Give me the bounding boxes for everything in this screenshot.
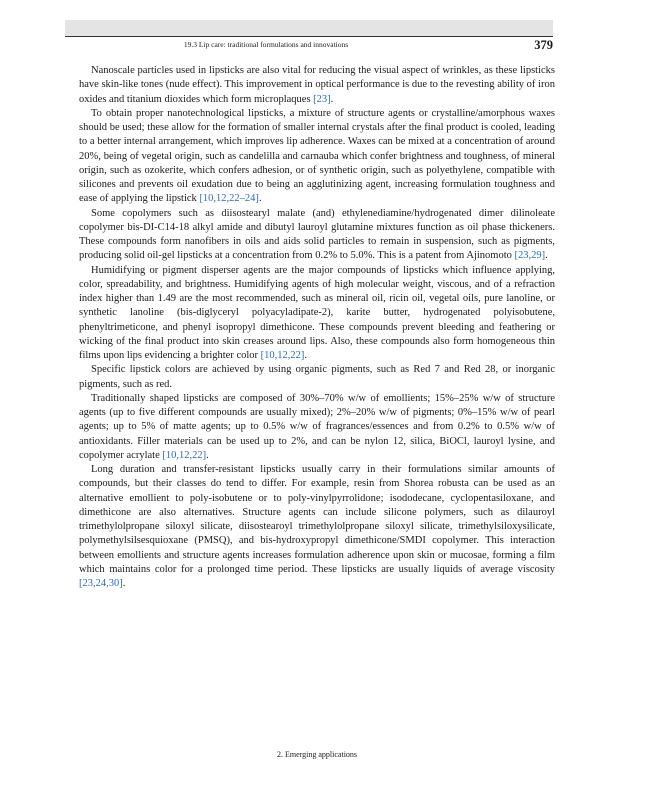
body-text [79,64,555,591]
paragraph-text: Long duration and transfer-resistant lipsticks usually carry in their formulations similar amounts of compounds, but their classes do tend to differ. For example, resin from Shorea robusta can be used as an alternative emollient to poly-isobutene or to poly-vinylpyrrolidone; isododecane, cyclopentasiloxane, and dimethicone are also alternatives. Structure agents can include silicone polymers, such as dilauroyl trimethylolpropane siloxyl silicate, diisostearoyl trimethylolpropane siloxyl silicate, trimethylsiloxysilicate, polymethylsilsesquioxane (PMSQ), and bis-hydroxypropyl dimethicone/SMDI copolymer. This interaction between emollients and structure agents increases formulation adherence upon skin or mucosae, forming a film which maintains color for a prolonged time period. These lipsticks are usually liquids of average viscosity [79,464,555,575]
citation-link[interactable]: [23] [313,93,331,105]
paragraph [79,64,555,107]
paragraph-end: . [122,578,126,589]
footer-section-title: 2. Emerging applications [276,750,358,759]
running-head: 19.3 Lip care: traditional formulations and innovations [183,40,349,49]
paragraph-end: . [545,250,548,262]
paragraph-end: . [304,350,308,361]
paragraph [79,107,555,207]
paragraph-end: . [206,449,209,461]
paragraph-text: Humidifying or pigment disperser agents are the major compounds of lipsticks which influence applying, color, spreadability, and brightness. Humidifying agents of high molecular weight, viscous, and of a refraction index higher than 1.49 are the most recommended, such as mineral oil, ricin oil, vegetal oils, pure lanoline, or synthetic lanoline (bis-diglyceryl polyacyladipate-2), karite butter, hydrogenated polyisobutene, phenyltrimeticone, and phenyl isopropyl dimethicone. These compounds prevent bleeding and feathering or wicking of the final product into skin creases around lips. Also, these compounds also form homogeneous thin films upon lips evidencing a brighter color [79,264,555,361]
header-rule [65,36,553,37]
citation-link[interactable]: [23,29] [514,250,546,262]
paragraph [79,207,555,264]
page-number: 379 [534,38,553,52]
paragraph [79,363,555,392]
paragraph-end: . [258,193,262,205]
citation-link[interactable]: [10,12,22] [162,449,207,461]
citation-link[interactable]: [23,24,30] [79,578,123,589]
header-bar [65,20,553,36]
paragraph [79,463,555,591]
paragraph-text: Nanoscale particles used in lipsticks are also vital for reducing the visual aspect of wrinkles, as these lipsticks have skin-like tones (nude effect). This improvement in optical performance is due to the revesting ability of iron oxides and titanium dioxides which form microplaques [79,65,555,105]
paragraph-text: Traditionally shaped lipsticks are composed of 30%–70% w/w of emollients; 15%–25% w/w of structure agents (up to five different compounds are usually mixed); 2%–20% w/w of pigments; 0%–15% w/w of pearl agents; up to 5% of matte agents; up to 0.5% w/w of fragrances/essences and from 0.2% to 0.5% w/w of antioxidants. Filler materials can be used up to 2%, and can be nylon 12, silica, BiOCl, lauroyl lysine, and copolymer acrylate [79,392,555,461]
paragraph [79,264,555,364]
paragraph-end: . [330,93,334,105]
citation-link[interactable]: [10,12,22–24] [199,193,259,205]
paragraph-text: To obtain proper nanotechnological lipsticks, a mixture of structure agents or crystalline/amorphous waxes should be used; these allow for the formation of smaller internal crystals after the final product is cooled, leading to a better internal arrangement, which improves lip adherence. Waxes can be mixed at a concentration of around 20%, being of vegetal origin, such as candelilla and carnauba which confer brightness and toughness, of mineral origin, such as ozokerite, which confers adhesion, or of synthetic origin, such as polyethylene, compatible with silicones and prevents oil exudation due to being an agglutinizing agent, increasing formulation toughness and ease of applying the lipstick [79,107,555,205]
paragraph [79,392,555,463]
paragraph-text: Some copolymers such as diisostearyl malate (and) ethylenediamine/hydrogenated dimer dilinoleate copolymer bis-DI-C14-18 alkyl amide and dibutyl lauroyl glutamine mixtures function as oil phase thickeners. These compounds form nanofibers in oils and aids solid particles to remain in suspension, such as pigments, producing solid oil-gel lipsticks at a concentration from 0.2% to 5.0%. This is a patent from Ajinomoto [79,207,555,262]
citation-link[interactable]: [10,12,22] [260,350,305,361]
paragraph-text: Specific lipstick colors are achieved by using organic pigments, such as Red 7 and Red 28, or inorganic pigments, such as red. [79,364,555,390]
